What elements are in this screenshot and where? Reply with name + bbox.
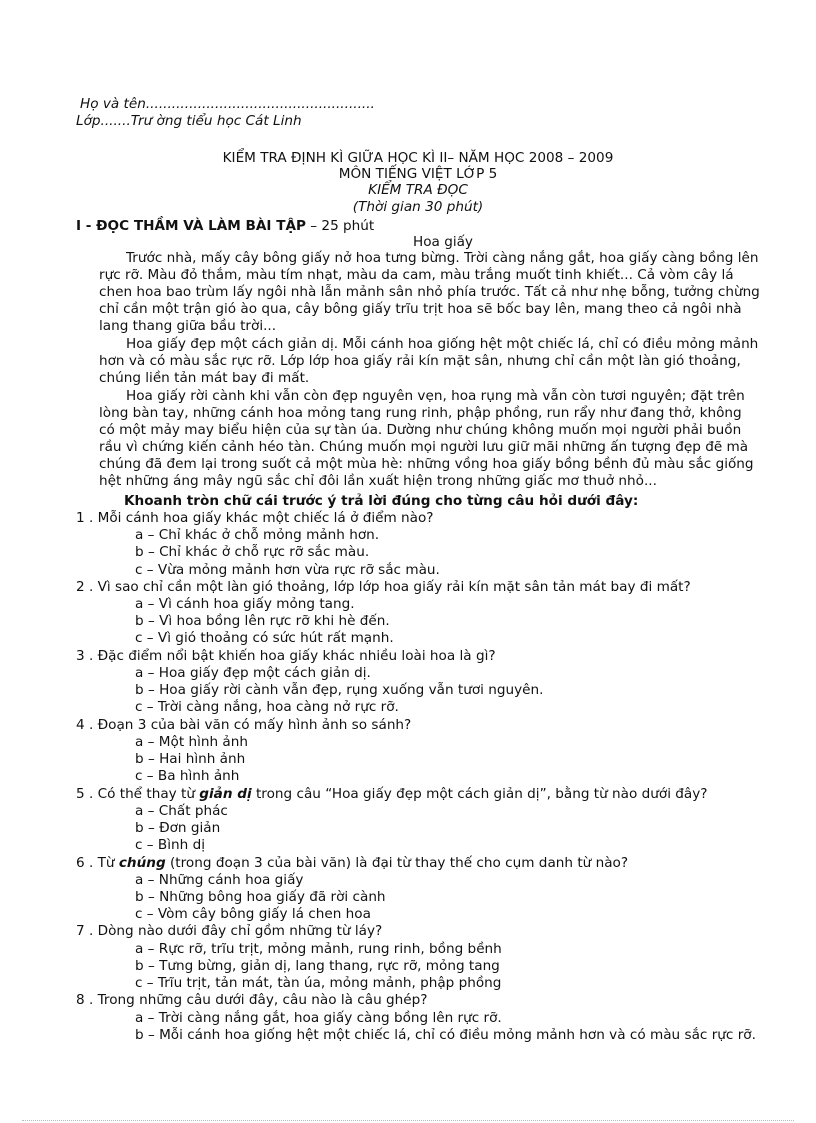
option-3a: a – Hoa giấy đẹp một cách giản dị. [135,665,371,681]
instruction-heading: Khoanh tròn chữ cái trước ý trả lời đúng cho từng câu hỏi dưới đây: [124,493,639,509]
section-heading [76,218,374,235]
passage-line: rầu vì chứng kiến cảnh héo tàn. Chúng muốn mọi người lưu giữ mãi những ấn tượng đẹp đẽ mà [99,439,749,455]
option-2b: b – Vì hoa bồng lên rực rỡ khi hè đến. [135,613,390,629]
option-7b: b – Tưng bừng, giản dị, lang thang, rực rỡ, mỏng tang [135,958,500,974]
question-5-text: 5 . Có thể thay từ [76,786,200,802]
option-3b: b – Hoa giấy rời cành vẫn đẹp, rụng xuống vẫn tươi nguyên. [135,682,544,698]
exam-title: KIỂM TRA ĐỊNH KÌ GIỮA HỌC KÌ II– NĂM HỌC 2008 – 2009 [222,150,614,166]
question-2: 2 . Vì sao chỉ cần một làn gió thoảng, lớp lớp hoa giấy rải kín mặt sân tản mát bay đi mất? [76,579,691,595]
passage-line: Hoa giấy rời cành khi vẫn còn đẹp nguyên vẹn, hoa rụng mà vẫn còn tươi nguyên; đặt trên [126,388,745,404]
passage-line: rực rỡ. Màu đỏ thắm, màu tím nhạt, màu da cam, màu trắng muốt tinh khiết... Cả vòm cây lá [99,267,734,283]
question-5-keyword: giản dị [199,786,252,802]
exam-subject: MÔN TIẾNG VIỆT LỚP 5 [338,166,498,182]
question-8: 8 . Trong những câu dưới đây, câu nào là câu ghép? [76,992,428,1008]
option-5a: a – Chất phác [135,803,228,819]
option-1c: c – Vừa mỏng mảnh hơn vừa rực rỡ sắc màu. [135,562,440,578]
question-1: 1 . Mỗi cánh hoa giấy khác một chiếc lá ở điểm nào? [76,510,434,526]
page-bottom-rule [22,1120,794,1121]
question-3: 3 . Đặc điểm nổi bật khiến hoa giấy khác nhiều loài hoa là gì? [76,648,496,664]
class-line: Lớp.......Trư ờng tiểu học Cát Linh [76,113,302,129]
section-heading-title: I - ĐỌC THẦM VÀ LÀM BÀI TẬP [76,218,306,234]
option-4c: c – Ba hình ảnh [135,768,240,784]
option-7c: c – Trĩu trịt, tản mát, tàn úa, mỏng mảnh, phập phồng [135,975,502,991]
question-5-text-end: trong câu “Hoa giấy đẹp một cách giản dị”, bằng từ nào dưới đây? [251,786,708,802]
question-6 [76,855,628,872]
question-7: 7 . Dòng nào dưới đây chỉ gồm những từ láy? [76,923,383,939]
passage-line: chúng liền tản mát bay đi mất. [99,370,310,386]
passage-line: chúng đã đem lại trong suốt cả một mùa hè: những vồng hoa giấy bồng bềnh đủ màu sắc giống [99,456,754,472]
question-5 [76,786,708,803]
option-1a: a – Chỉ khác ở chỗ mỏng mảnh hơn. [135,527,380,543]
option-5c: c – Bình dị [135,837,205,853]
passage-line: hơn và có màu sắc rực rỡ. Lớp lớp hoa giấy rải kín mặt sân, nhưng chỉ cần một làn gió thoảng, [99,353,741,369]
option-3c: c – Trời càng nắng, hoa càng nở rực rỡ. [135,699,399,715]
option-2c: c – Vì gió thoảng có sức hút rất mạnh. [135,630,394,646]
passage-line: Trước nhà, mấy cây bông giấy nở hoa tưng bừng. Trời càng nắng gắt, hoa giấy càng bồng lên [126,250,759,266]
question-6-text: 6 . Từ [76,855,119,871]
student-name-line: Họ và tên..................................................... [80,96,375,112]
passage-line: lòng bàn tay, những cánh hoa mỏng tang rung rinh, phập phồng, run rẩy như đang thở, không [99,405,742,421]
passage-line: hệt những áng mây ngũ sắc chỉ đôi lần xuất hiện trong những giấc mơ thuở nhỏ... [99,473,657,489]
option-4b: b – Hai hình ảnh [135,751,246,767]
question-6-text-end: (trong đoạn 3 của bài văn) là đại từ thay thế cho cụm danh từ nào? [165,855,629,871]
passage-line: chỉ cần một trận gió ào qua, cây bông giấy trĩu trịt hoa sẽ bốc bay lên, mang theo cả ngôi nhà [99,301,742,317]
option-6a: a – Những cánh hoa giấy [135,872,304,888]
option-2a: a – Vì cánh hoa giấy mỏng tang. [135,596,355,612]
passage-title: Hoa giấy [413,234,473,250]
option-7a: a – Rực rỡ, trĩu trịt, mỏng mảnh, rung rinh, bồng bềnh [135,941,502,957]
exam-part: KIỂM TRA ĐỌC [368,182,468,198]
option-6b: b – Những bông hoa giấy đã rời cành [135,889,386,905]
question-6-keyword: chúng [118,855,166,871]
passage-line: có một mảy may biểu hiện của sự tàn úa. Dường như chúng không muốn mọi người phải buồn [99,422,742,438]
passage-line: lang thang giữa bầu trời... [99,318,277,334]
option-1b: b – Chỉ khác ở chỗ rực rỡ sắc màu. [135,544,370,560]
option-6c: c – Vòm cây bông giấy lá chen hoa [135,906,371,922]
exam-time: (Thời gian 30 phút) [352,199,484,215]
option-4a: a – Một hình ảnh [135,734,248,750]
passage-line: chen hoa bao trùm lấy ngôi nhà lẫn mảnh sân nhỏ phía trước. Tất cả như nhẹ bỗng, tưởng chừng [99,284,760,300]
passage-line: Hoa giấy đẹp một cách giản dị. Mỗi cánh hoa giống hệt một chiếc lá, chỉ có điều mỏng mảnh [126,336,759,352]
option-8b: b – Mỗi cánh hoa giống hệt một chiếc lá, chỉ có điều mỏng mảnh hơn và có màu sắc rực rỡ. [135,1027,756,1043]
option-5b: b – Đơn giản [135,820,221,836]
section-heading-duration: – 25 phút [305,218,375,234]
question-4: 4 . Đoạn 3 của bài văn có mấy hình ảnh so sánh? [76,717,412,733]
option-8a: a – Trời càng nắng gắt, hoa giấy càng bồng lên rực rỡ. [135,1010,502,1026]
